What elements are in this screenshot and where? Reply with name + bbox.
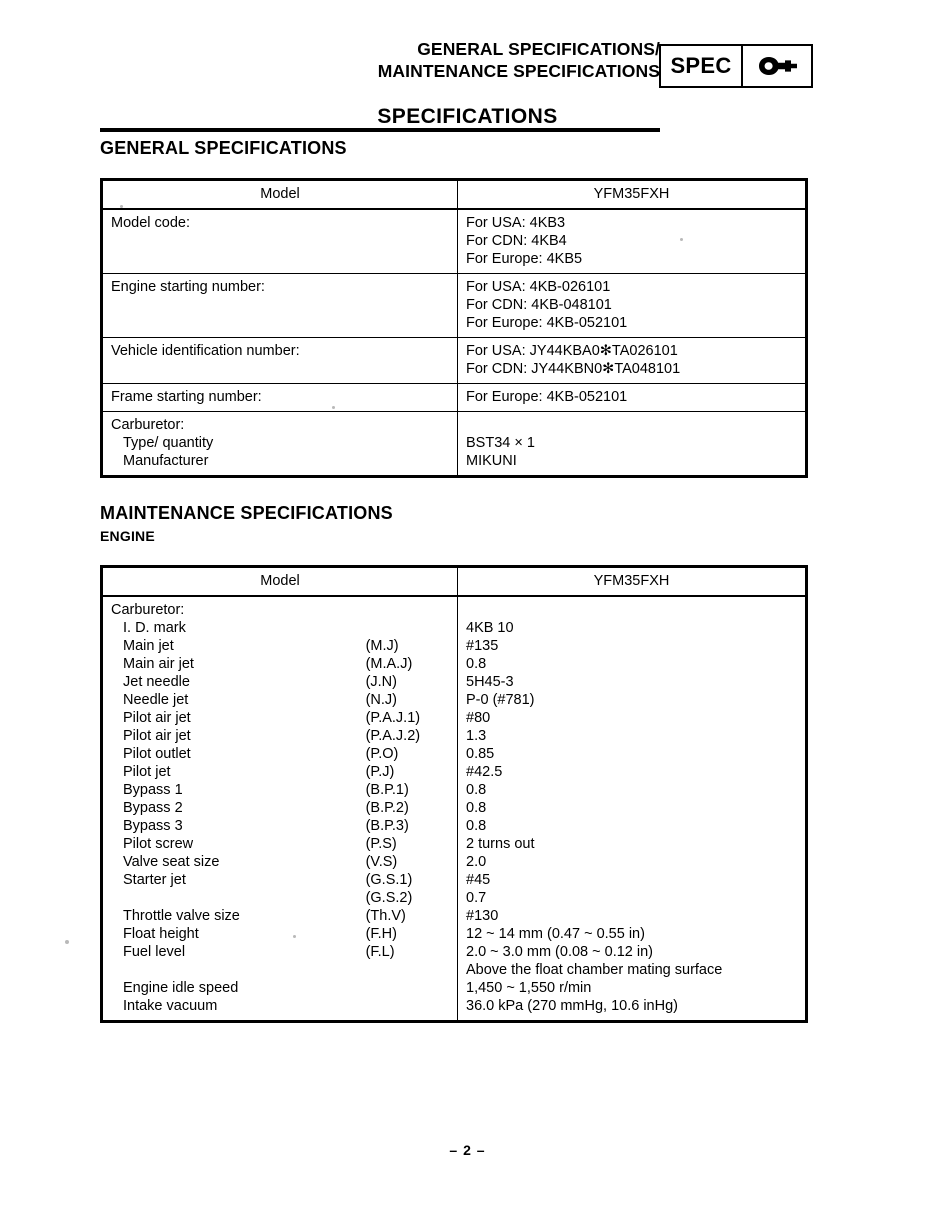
spec-label-text <box>111 961 366 979</box>
spec-value-list <box>466 619 805 1015</box>
row-label-text: Engine starting number: <box>111 279 265 295</box>
table-row <box>103 274 805 338</box>
spec-value-text: 2.0 <box>466 854 487 870</box>
section-heading-maintenance: MAINTENANCE SPECIFICATIONS <box>100 503 393 523</box>
spec-value-text: #45 <box>466 872 491 888</box>
row-values <box>458 338 805 383</box>
row-values <box>458 210 805 273</box>
spec-label-text: Pilot outlet <box>123 746 191 762</box>
spec-label-row <box>111 997 457 1015</box>
spec-label-text: Valve seat size <box>123 854 220 870</box>
spec-label-row <box>111 619 457 637</box>
spacer-line <box>466 601 805 619</box>
spec-abbreviation-text: (P.J) <box>365 764 395 780</box>
spec-value-text: 0.8 <box>466 800 487 816</box>
carburetor-spec-labels <box>103 597 458 1020</box>
micrometer-icon <box>743 46 811 86</box>
row-label <box>103 274 458 337</box>
spec-tab-box <box>659 44 813 88</box>
scan-artifact <box>65 940 69 944</box>
page-number: – 2 – <box>449 1142 486 1158</box>
spec-label-row <box>111 745 457 763</box>
spec-label-row <box>111 727 457 745</box>
spec-abbreviation-text: (G.S.2) <box>365 890 413 906</box>
table-row <box>103 384 805 412</box>
row-value-text: For Europe: 4KB5 <box>466 251 583 267</box>
row-values <box>458 412 805 475</box>
spec-value-text: #135 <box>466 638 499 654</box>
spec-abbreviation-text: (B.P.1) <box>365 782 409 798</box>
spec-label-text: Bypass 1 <box>123 782 183 798</box>
subsection-heading-engine: ENGINE <box>100 528 155 544</box>
spec-label-list <box>111 619 457 1015</box>
column-header-model: Model <box>103 568 458 595</box>
row-label-text: Model code: <box>111 215 190 231</box>
spec-abbreviation-text: (P.A.J.1) <box>365 710 421 726</box>
row-value-text: For USA: JY44KBA0✻TA026101 <box>466 343 678 359</box>
row-values <box>458 274 805 337</box>
spec-label-row <box>111 709 457 727</box>
spec-value-text: 0.8 <box>466 782 487 798</box>
spec-label-text: Main air jet <box>123 656 194 672</box>
spec-label-text: Pilot air jet <box>123 728 191 744</box>
general-specifications-table <box>100 178 808 478</box>
spec-value-text: 4KB 10 <box>466 620 514 636</box>
row-label-text: Frame starting number: <box>111 389 262 405</box>
spec-abbreviation-text: (P.S) <box>365 836 397 852</box>
spec-label-text: Jet needle <box>123 674 190 690</box>
spec-abbreviation-text: (M.J) <box>365 638 399 654</box>
scan-artifact <box>120 205 123 208</box>
column-header-model: Model <box>103 181 458 208</box>
spec-abbreviation-text: (P.A.J.2) <box>365 728 421 744</box>
spec-abbreviation-text: (N.J) <box>365 692 397 708</box>
spec-label-row <box>111 871 457 889</box>
spec-abbreviation-text: (F.H) <box>365 926 397 942</box>
spec-label-row <box>111 673 457 691</box>
spec-label-text: Engine idle speed <box>123 980 239 996</box>
spec-label-row <box>111 691 457 709</box>
spacer-line <box>111 250 457 268</box>
row-label <box>103 338 458 383</box>
spec-abbreviation-text <box>366 979 457 997</box>
table-header-row <box>103 568 805 597</box>
spec-value-text: 0.7 <box>466 890 487 906</box>
carburetor-spec-values <box>458 597 805 1020</box>
spec-abbreviation-text <box>366 961 457 979</box>
spec-abbreviation-text: (F.L) <box>365 944 395 960</box>
spec-value-text: 12 ~ 14 mm (0.47 ~ 0.55 in) <box>466 926 645 942</box>
spec-value-text: Above the float chamber mating surface <box>466 962 723 978</box>
column-header-value: YFM35FXH <box>593 573 670 589</box>
spec-label-text: Bypass 2 <box>123 800 183 816</box>
spec-label-text: Intake vacuum <box>123 998 218 1014</box>
table-header-row <box>103 181 805 210</box>
spacer-line <box>111 314 457 332</box>
spec-value-text: #80 <box>466 710 491 726</box>
spec-label-text: Starter jet <box>123 872 186 888</box>
maintenance-specifications-table <box>100 565 808 1023</box>
spec-label-row <box>111 889 457 907</box>
row-sublabel-text: Type/ quantity <box>123 435 214 451</box>
spec-label-text: Needle jet <box>123 692 189 708</box>
spec-label-text: Main jet <box>123 638 174 654</box>
spec-label-text: Fuel level <box>123 944 186 960</box>
spec-value-text: 0.85 <box>466 746 495 762</box>
page-header <box>0 38 935 94</box>
row-value-text: For USA: 4KB3 <box>466 215 566 231</box>
page-title: SPECIFICATIONS <box>377 105 558 128</box>
spec-value-text: #42.5 <box>466 764 503 780</box>
spec-label-text: Pilot screw <box>123 836 194 852</box>
spacer-line <box>111 360 457 378</box>
spec-label-row <box>111 835 457 853</box>
row-label <box>103 412 458 475</box>
group-label-row <box>111 601 457 619</box>
row-value-text: BST34 × 1 <box>466 435 535 451</box>
header-title-line1: GENERAL SPECIFICATIONS/ <box>417 39 660 59</box>
spec-value-text: 1.3 <box>466 728 487 744</box>
spec-value-text: 0.8 <box>466 818 487 834</box>
spec-label-row <box>111 979 457 997</box>
spec-abbreviation-text: (Th.V) <box>365 908 406 924</box>
spacer-line <box>466 416 805 434</box>
spec-label-text: I. D. mark <box>123 620 186 636</box>
row-value-text: MIKUNI <box>466 453 517 469</box>
spec-value-text: 36.0 kPa (270 mmHg, 10.6 inHg) <box>466 998 678 1014</box>
scan-artifact <box>293 935 296 938</box>
spec-abbreviation-text: (P.O) <box>365 746 399 762</box>
spec-label-text: Float height <box>123 926 199 942</box>
scan-artifact <box>332 406 335 409</box>
spec-label-row <box>111 763 457 781</box>
spec-label-text: Pilot jet <box>123 764 171 780</box>
spec-value-text: 1,450 ~ 1,550 r/min <box>466 980 592 996</box>
spec-label-text <box>111 889 366 907</box>
spec-value-text: 5H45-3 <box>466 674 514 690</box>
row-value-text: For CDN: 4KB4 <box>466 233 567 249</box>
spec-value-text: 0.8 <box>466 656 487 672</box>
spec-label-row <box>111 817 457 835</box>
row-sublabel-text: Manufacturer <box>123 453 209 469</box>
spec-value-text: P-0 (#781) <box>466 692 535 708</box>
spec-tab-label: SPEC <box>661 46 743 86</box>
spec-value-text: #130 <box>466 908 499 924</box>
header-title-line2: MAINTENANCE SPECIFICATIONS <box>377 61 660 81</box>
spec-label-text: Bypass 3 <box>123 818 183 834</box>
spec-abbreviation-text: (J.N) <box>365 674 397 690</box>
spec-abbreviation-text: (V.S) <box>365 854 398 870</box>
row-value-text: For Europe: 4KB-052101 <box>466 315 628 331</box>
spacer-line <box>111 296 457 314</box>
spec-label-row <box>111 907 457 925</box>
spec-label-row <box>111 925 457 943</box>
spec-abbreviation-text: (B.P.2) <box>365 800 409 816</box>
row-label-text: Carburetor: <box>111 417 185 433</box>
table-row <box>103 338 805 384</box>
spec-abbreviation-text: (M.A.J) <box>365 656 413 672</box>
row-label <box>103 210 458 273</box>
spacer-line <box>111 232 457 250</box>
header-title <box>240 38 660 82</box>
spec-abbreviation-text: (G.S.1) <box>365 872 413 888</box>
table-row <box>103 597 805 1020</box>
spec-label-row <box>111 853 457 871</box>
group-label-text: Carburetor: <box>111 602 185 618</box>
row-value-text: For CDN: 4KB-048101 <box>466 297 612 313</box>
spec-abbreviation-text: (B.P.3) <box>365 818 409 834</box>
row-value-text: For Europe: 4KB-052101 <box>466 389 628 405</box>
spec-label-row <box>111 961 457 979</box>
spec-abbreviation-text <box>366 619 457 637</box>
spec-label-row <box>111 799 457 817</box>
table-row <box>103 412 805 475</box>
group-abbr-text <box>362 601 457 619</box>
spec-value-text: 2.0 ~ 3.0 mm (0.08 ~ 0.12 in) <box>466 944 653 960</box>
spec-label-row <box>111 943 457 961</box>
spec-label-row <box>111 637 457 655</box>
row-value-text: For CDN: JY44KBN0✻TA048101 <box>466 361 681 377</box>
row-label-text: Vehicle identification number: <box>111 343 300 359</box>
column-header-value: YFM35FXH <box>593 186 670 202</box>
spec-label-row <box>111 655 457 673</box>
table-row <box>103 210 805 274</box>
scan-artifact <box>680 238 683 241</box>
spec-label-text: Pilot air jet <box>123 710 191 726</box>
row-value-text: For USA: 4KB-026101 <box>466 279 611 295</box>
spec-label-text: Throttle valve size <box>123 908 240 924</box>
spec-abbreviation-text <box>366 997 457 1015</box>
spec-label-row <box>111 781 457 799</box>
row-label <box>103 384 458 411</box>
section-heading-general: GENERAL SPECIFICATIONS <box>100 138 347 158</box>
row-values <box>458 384 805 411</box>
spec-value-text: 2 turns out <box>466 836 535 852</box>
